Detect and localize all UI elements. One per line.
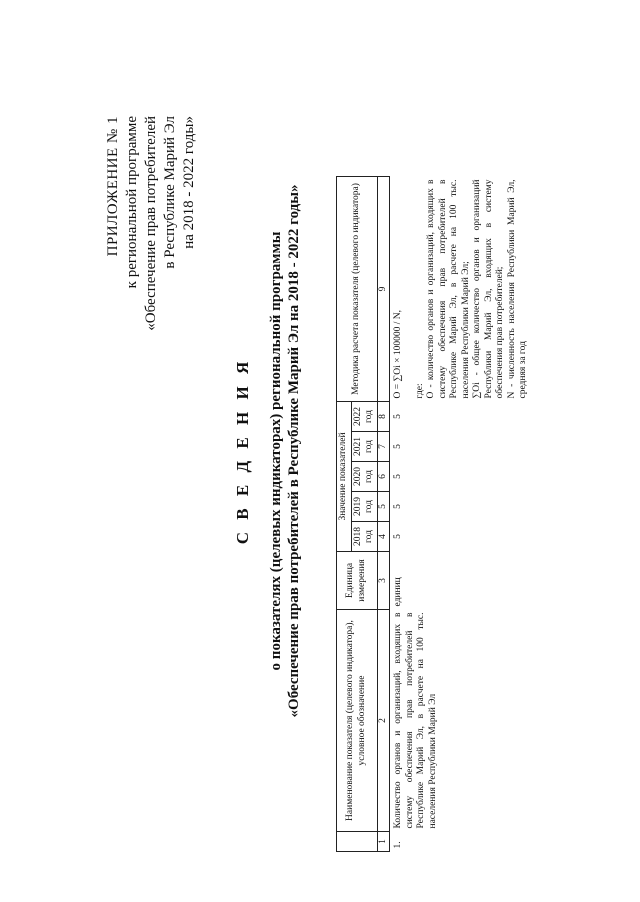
header-indicator-name: Наименование показателя (целевого индикатора), условное обозначение	[337, 610, 378, 832]
method-definition: N - численность населения Республики Марий Эл, средняя за год	[506, 179, 528, 399]
header-year: 2021 год	[351, 432, 377, 462]
row-value-2019: 5	[393, 504, 403, 509]
appendix-title: ПРИЛОЖЕНИЕ № 1	[105, 116, 121, 257]
indicators-table	[336, 176, 531, 852]
method-formula: O = ∑Oi × 100000 / N,	[393, 310, 403, 399]
row-value-2021: 5	[393, 444, 403, 449]
table-row	[390, 177, 531, 852]
header-year: 2019 год	[351, 492, 377, 522]
column-number: 6	[377, 462, 390, 492]
column-number: 8	[377, 402, 390, 432]
column-number: 5	[377, 492, 390, 522]
column-number: 7	[377, 432, 390, 462]
header-number	[337, 832, 378, 852]
method-where: где:	[414, 383, 425, 399]
row-indicator-name: Количество органов и организаций, входящих в систему обеспечения прав потребителей в Республике Марий Эл, в расчете на 100 тыс. населения Республики Марий Эл	[393, 612, 438, 829]
appendix-line: к региональной программе	[124, 116, 140, 289]
document-subtitle-program: «Обеспечение прав потребителей в Республике Марий Эл на 2018 - 2022 годы»	[286, 184, 302, 718]
header-values-group: Значение показателей	[337, 402, 352, 552]
method-definition: O - количество органов и организаций, входящих в систему обеспечения прав потребителей в Республике Марий Эл, в расчете на 100 тыс. населения Республики Марий Эл;	[426, 179, 471, 399]
row-method	[390, 177, 531, 402]
appendix-line: в Республике Марий Эл	[162, 116, 178, 269]
row-value-2022: 5	[393, 414, 403, 419]
column-number: 9	[377, 177, 390, 402]
column-number: 2	[377, 610, 390, 832]
document-title: С В Е Д Е Н И Я	[233, 357, 252, 545]
column-number: 1	[377, 832, 390, 852]
row-value-2018: 5	[393, 534, 403, 539]
method-definition: ∑Oi - общее количество органов и организаций Республики Марий Эл, входящих в систему обеспечения прав потребителей;	[472, 179, 505, 399]
appendix-line: «Обеспечение прав потребителей	[143, 116, 159, 331]
header-unit: Единица измерения	[337, 552, 378, 610]
appendix-block	[104, 116, 199, 902]
appendix-line: на 2018 - 2022 годы»	[181, 116, 197, 249]
column-number: 3	[377, 552, 390, 610]
column-number: 4	[377, 522, 390, 552]
header-method: Методика расчета показателя (целевого индикатора)	[337, 177, 378, 402]
document-subtitle: о показателях (целевых индикаторах) региональной программы	[268, 231, 284, 671]
row-value-2020: 5	[393, 474, 403, 479]
row-unit: единиц	[393, 577, 403, 607]
header-year: 2022 год	[351, 402, 377, 432]
row-number: 1.	[393, 841, 403, 849]
header-year: 2020 год	[351, 462, 377, 492]
header-year: 2018 год	[351, 522, 377, 552]
